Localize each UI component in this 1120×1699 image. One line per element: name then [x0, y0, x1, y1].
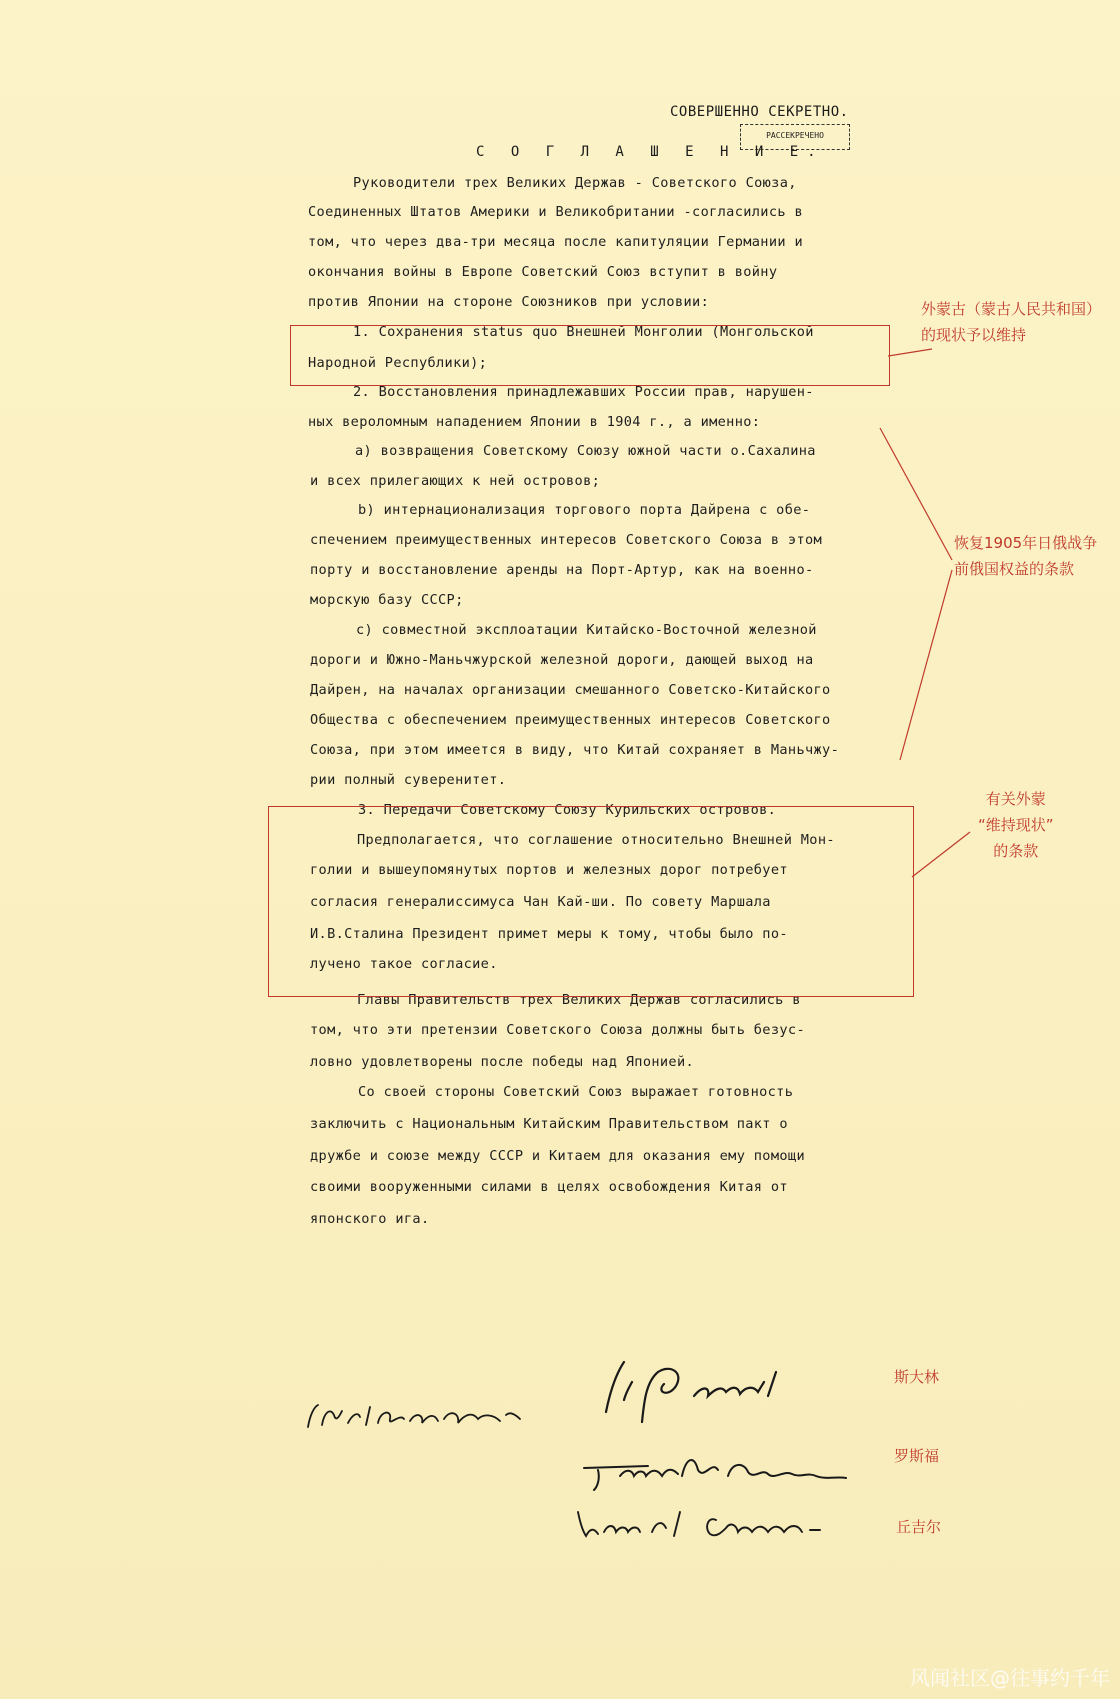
document-line: c) совместной эксплоатации Китайско-Восточной железной	[356, 622, 817, 638]
document-line: и всех прилегающих к ней островов;	[310, 473, 601, 489]
watermark: 风闻社区@往事约千年	[910, 1666, 1110, 1690]
document-line: том, что через два-три месяца после капитуляции Германии и	[308, 234, 803, 250]
document-line: И.В.Сталина Президент примет меры к тому, чтобы было по-	[310, 926, 788, 942]
stalin-signature	[598, 1352, 818, 1432]
document-line: ловно удовлетворены после победы над Японией.	[310, 1054, 695, 1070]
label-roosevelt: 罗斯福	[894, 1447, 940, 1465]
document-line: Главы Правительств трех Великих Держав согласились в	[357, 992, 801, 1008]
document-line: Соединенных Штатов Америки и Великобритании -согласились в	[308, 204, 803, 220]
document-line: голии и вышеупомянутых портов и железных дорог потребует	[310, 862, 788, 878]
document-line: Руководители трех Великих Держав - Советского Союза,	[353, 175, 797, 191]
declassified-stamp: РАССЕКРЕЧЕНО	[740, 124, 850, 150]
document-line: Предполагается, что соглашение относительно Внешней Мон-	[357, 832, 835, 848]
document-line: 3. Передачи Советскому Союзу Курильских островов.	[358, 802, 777, 818]
document-line: согласия генералиссимуса Чан Кай-ши. По совету Маршала	[310, 894, 771, 910]
document-line: Со своей стороны Советский Союз выражает готовность	[358, 1084, 794, 1100]
document-line: заключить с Национальным Китайским Правительством пакт о	[310, 1116, 788, 1132]
document-line: против Японии на стороне Союзников при условии:	[308, 294, 710, 310]
highlight-box-mongolia	[290, 325, 890, 386]
document-line: a) возвращения Советскому Союзу южной части о.Сахалина	[355, 443, 816, 459]
annotation-status-quo: 有关外蒙 “维持现状” 的条款	[978, 790, 1054, 860]
document-line: спечением преимущественных интересов Советского Союза в этом	[310, 532, 823, 548]
label-churchill: 丘吉尔	[896, 1518, 942, 1536]
document-line: лучено такое согласие.	[310, 956, 498, 972]
handwritten-date	[300, 1385, 530, 1445]
annotation-1905-rights: 恢复1905年日俄战争 前俄国权益的条款	[954, 534, 1098, 578]
highlight-box-kurils	[268, 806, 914, 997]
document-line: ных вероломным нападением Японии в 1904 г., а именно:	[308, 414, 761, 430]
document-line: своими вооруженными силами в целях освобождения Китая от	[310, 1179, 788, 1195]
churchill-signature	[570, 1498, 840, 1548]
document-title: С О Г Л А Ш Е Н И Е.	[476, 144, 825, 160]
document-line: японского ига.	[310, 1211, 430, 1227]
document-line: морскую базу СССР;	[310, 592, 464, 608]
document-line: Дайрен, на началах организации смешанного Советско-Китайского	[310, 682, 831, 698]
annotation-mongolia: 外蒙古（蒙古人民共和国） 的现状予以维持	[921, 300, 1102, 344]
roosevelt-signature	[578, 1440, 858, 1500]
document-line: дружбе и союзе между СССР и Китаем для оказания ему помощи	[310, 1148, 805, 1164]
document-line: 2. Восстановления принадлежавших России прав, нарушен-	[353, 384, 814, 400]
document-line: окончания войны в Европе Советский Союз вступит в войну	[308, 264, 778, 280]
document-line: порту и восстановление аренды на Порт-Артур, как на военно-	[310, 562, 814, 578]
document-line: Народной Республики);	[308, 355, 488, 371]
document-line: b) интернационализация торгового порта Дайрена с обе-	[358, 502, 811, 518]
classification-label: СОВЕРШЕННО СЕКРЕТНО.	[670, 104, 849, 120]
document-line: рии полный суверенитет.	[310, 772, 507, 788]
document-line: Общества с обеспечением преимущественных интересов Советского	[310, 712, 831, 728]
document-line: том, что эти претензии Советского Союза должны быть безус-	[310, 1022, 805, 1038]
document-line: 1. Сохранения status quo Внешней Монголии (Монгольской	[353, 324, 814, 340]
document-line: Союза, при этом имеется в виду, что Китай сохраняет в Маньчжу-	[310, 742, 840, 758]
label-stalin: 斯大林	[894, 1368, 940, 1386]
document-line: дороги и Южно-Маньчжурской железной дороги, дающей выход на	[310, 652, 814, 668]
